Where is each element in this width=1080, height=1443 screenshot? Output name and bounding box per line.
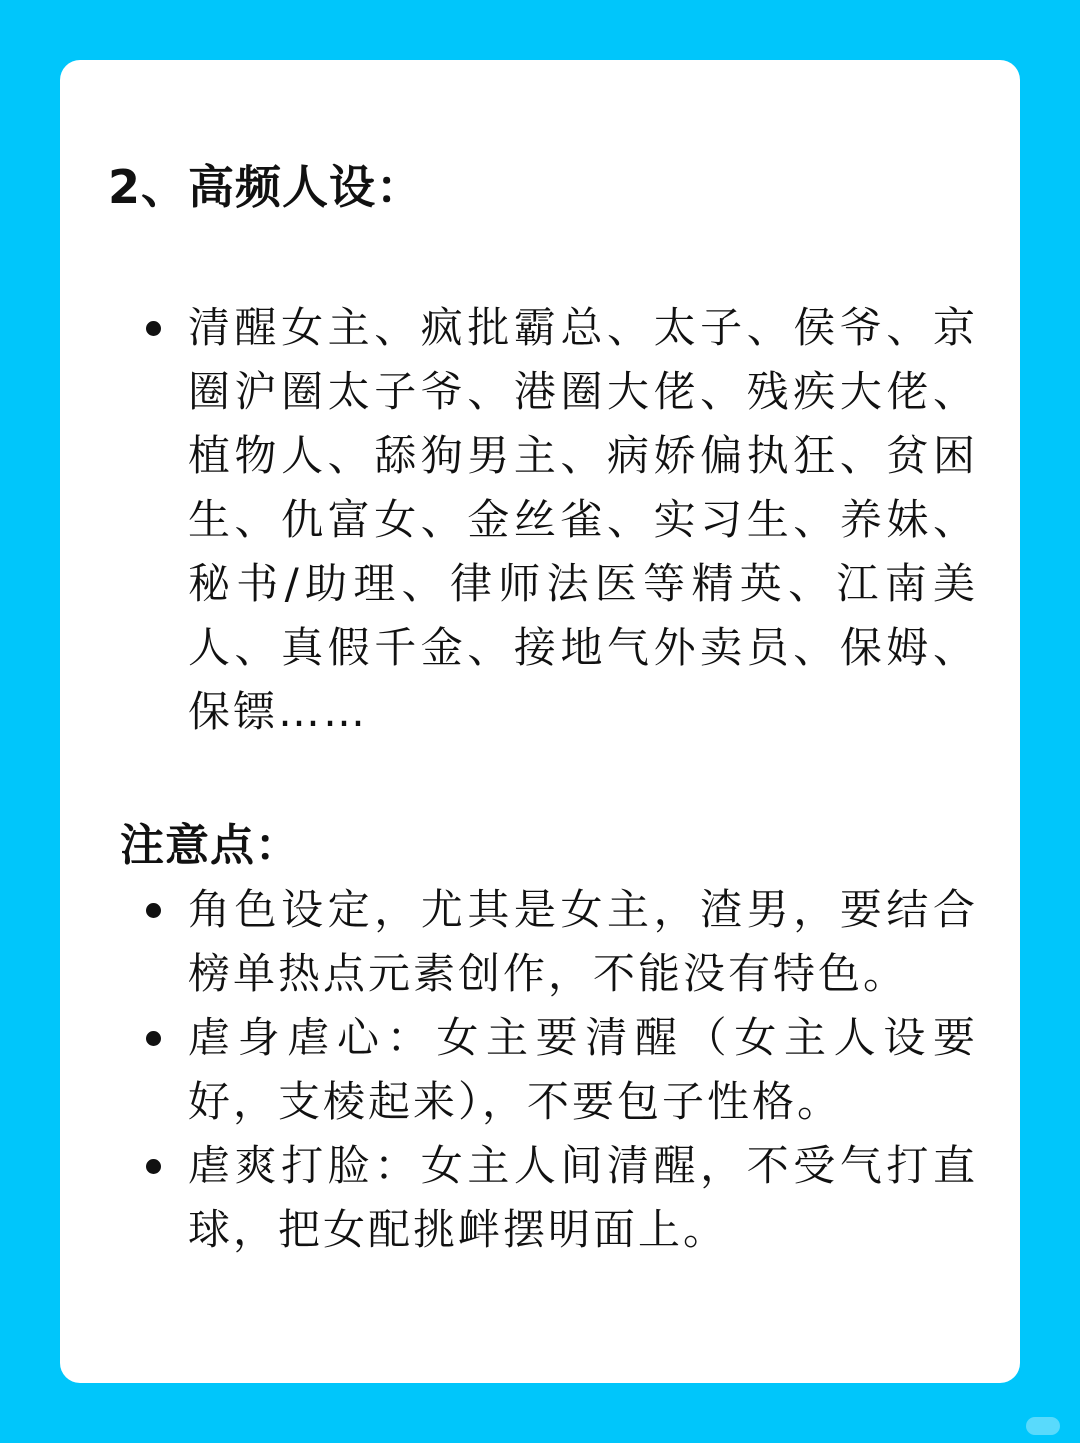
persona-text: 清醒女主、疯批霸总、太子、侯爷、京圈沪圈太子爷、港圈大佬、残疾大佬、植物人、舔狗男主、病娇偏执狂、贫困生、仇富女、金丝雀、实习生、养妹、秘书/助理、律师法医等精英、江南美人、真假千金、接地气外卖员、保姆、保镖…… xyxy=(188,303,978,736)
notes-list xyxy=(60,878,1020,1262)
note-item xyxy=(60,878,1020,1006)
watermark-icon xyxy=(1026,1417,1060,1435)
persona-list-item xyxy=(60,296,1020,744)
note-item xyxy=(60,1134,1020,1262)
bullet-icon xyxy=(146,903,161,918)
section-heading: 2、高频人设： xyxy=(108,160,424,214)
note-text: 虐爽打脸：女主人间清醒，不受气打直球，把女配挑衅摆明面上。 xyxy=(188,1141,978,1254)
persona-list xyxy=(60,296,1020,744)
note-text: 虐身虐心：女主要清醒（女主人设要好，支棱起来），不要包子性格。 xyxy=(188,1013,978,1126)
note-text: 角色设定，尤其是女主，渣男，要结合榜单热点元素创作，不能没有特色。 xyxy=(188,885,978,998)
note-item xyxy=(60,1006,1020,1134)
notes-heading: 注意点： xyxy=(120,820,300,871)
content-card xyxy=(60,60,1020,1383)
bullet-icon xyxy=(146,321,161,336)
bullet-icon xyxy=(146,1159,161,1174)
bullet-icon xyxy=(146,1031,161,1046)
